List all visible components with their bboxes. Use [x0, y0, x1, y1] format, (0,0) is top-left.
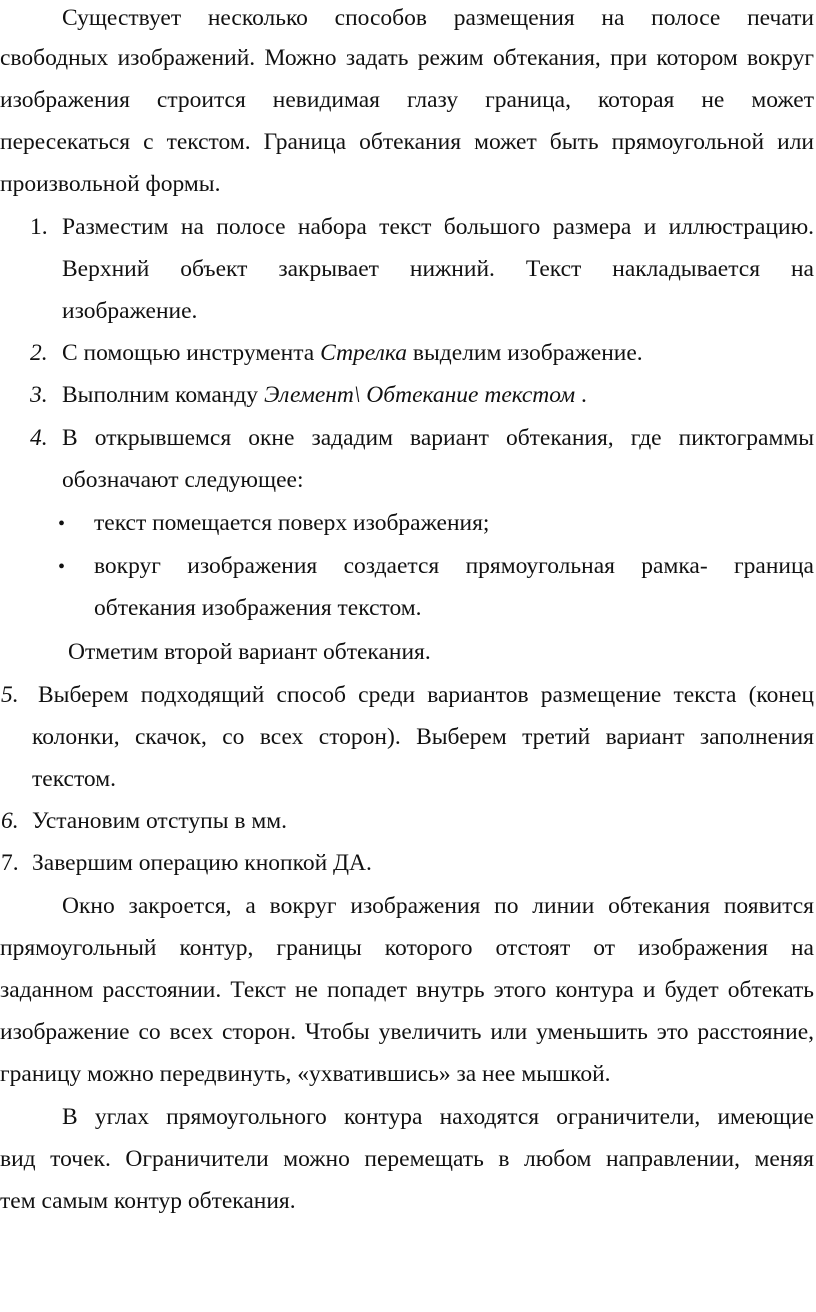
list-item-3-command-name: Элемент\ Обтекание текстом	[263, 382, 576, 408]
list-item-2-text-after: выделим изображение.	[407, 340, 643, 366]
list-item-4-line-1: В открывшемся окне зададим вариант обтекания, где пиктограммы	[62, 425, 814, 451]
paragraph-2-line-3: заданном расстоянии. Текст не попадет внутрь этого контура и будет обтекать	[0, 977, 814, 1003]
paragraph-3-line-1: В углах прямоугольного контура находятся ограничители, имеющие	[62, 1104, 814, 1130]
bullet-2-marker: •	[58, 556, 66, 578]
list-item-1-line-3: изображение.	[62, 298, 198, 324]
paragraph-1-line-1: Существует несколько способов размещения на полосе печати	[62, 5, 814, 31]
list-item-5-line-1: Выберем подходящий способ среди вариантов размещение текста (конец	[38, 682, 814, 708]
list-item-2-text-before: С помощью инструмента	[62, 340, 321, 366]
paragraph-3-line-3: тем самым контур обтекания.	[0, 1188, 296, 1214]
list-item-2-number: 2.	[30, 340, 48, 366]
list-item-5-line-3: текстом.	[32, 766, 116, 792]
paragraph-2-line-4: изображение со всех сторон. Чтобы увеличить или уменьшить это расстояние,	[0, 1019, 814, 1045]
list-item-3-number: 3.	[30, 382, 48, 408]
list-item-5-number: 5.	[1, 682, 19, 708]
list-item-4-note: Отметим второй вариант обтекания.	[68, 639, 431, 665]
list-item-1-line-2: Верхний объект закрывает нижний. Текст накладывается на	[62, 256, 814, 282]
list-item-7-text: Завершим операцию кнопкой ДА.	[32, 850, 372, 876]
list-item-5-line-2: колонки, скачок, со всех сторон). Выберем третий вариант заполнения	[32, 724, 814, 750]
list-item-7-number: 7.	[1, 850, 19, 876]
paragraph-1-line-2: свободных изображений. Можно задать режим обтекания, при котором вокруг	[0, 45, 814, 71]
list-item-6-text: Установим отступы в мм.	[32, 808, 287, 834]
list-item-2-tool-name: Стрелка	[320, 340, 408, 366]
paragraph-2-line-5: границу можно передвинуть, «ухватившись» за нее мышкой.	[0, 1061, 611, 1087]
bullet-2-line-2: обтекания изображения текстом.	[94, 595, 422, 621]
list-item-4-number: 4.	[30, 425, 48, 451]
bullet-2-line-1: вокруг изображения создается прямоугольная рамка- граница	[94, 553, 814, 579]
paragraph-2-line-1: Окно закроется, а вокруг изображения по линии обтекания появится	[62, 893, 814, 919]
paragraph-1-line-3: изображения строится невидимая глазу граница, которая не может	[0, 87, 814, 113]
list-item-1-line-1: Разместим на полосе набора текст большого размера и иллюстрацию.	[62, 214, 814, 240]
paragraph-1-line-4: пересекаться с текстом. Граница обтекания может быть прямоугольной или	[0, 129, 814, 155]
list-item-3-text-before: Выполним команду	[62, 382, 264, 408]
list-item-6-number: 6.	[1, 808, 19, 834]
paragraph-2-line-2: прямоугольный контур, границы которого отстоят от изображения на	[0, 935, 814, 961]
paragraph-3-line-2: вид точек. Ограничители можно перемещать в любом направлении, меняя	[0, 1146, 814, 1172]
list-item-2-text	[62, 338, 814, 368]
bullet-1-text: текст помещается поверх изображения;	[94, 510, 490, 536]
paragraph-1-line-5: произвольной формы.	[0, 171, 221, 197]
bullet-1-marker: •	[58, 513, 66, 535]
list-item-1-number: 1.	[30, 214, 48, 240]
list-item-3-text	[62, 380, 814, 410]
list-item-3-text-after: .	[575, 382, 587, 408]
list-item-4-line-2: обозначают следующее:	[62, 467, 304, 493]
